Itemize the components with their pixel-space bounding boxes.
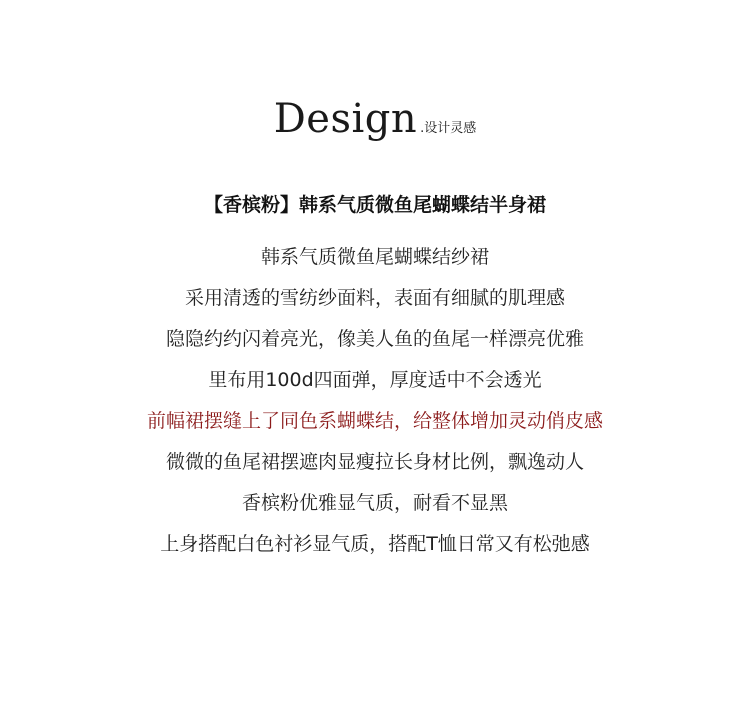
description-line-highlight: 前幅裙摆缝上了同色系蝴蝶结，给整体增加灵动俏皮感 — [146, 410, 603, 432]
design-title: Design — [273, 96, 418, 142]
description-line: 香槟粉优雅显气质，耐看不显黑 — [241, 492, 508, 514]
design-subtitle: .设计灵感 — [420, 121, 477, 136]
description-line: 隐隐约约闪着亮光，像美人鱼的鱼尾一样漂亮优雅 — [165, 328, 584, 350]
design-heading — [0, 96, 750, 142]
description-lines — [0, 242, 750, 570]
description-line: 采用清透的雪纺纱面料，表面有细腻的肌理感 — [184, 287, 565, 309]
description-line: 上身搭配白色衬衫显气质，搭配T恤日常又有松弛感 — [160, 533, 590, 555]
description-line: 韩系气质微鱼尾蝴蝶结纱裙 — [260, 246, 489, 268]
description-line: 里布用100d四面弹，厚度适中不会透光 — [208, 369, 542, 391]
product-title: 【香槟粉】韩系气质微鱼尾蝴蝶结半身裙 — [203, 194, 546, 216]
description-line: 微微的鱼尾裙摆遮肉显瘦拉长身材比例，飘逸动人 — [165, 451, 584, 473]
